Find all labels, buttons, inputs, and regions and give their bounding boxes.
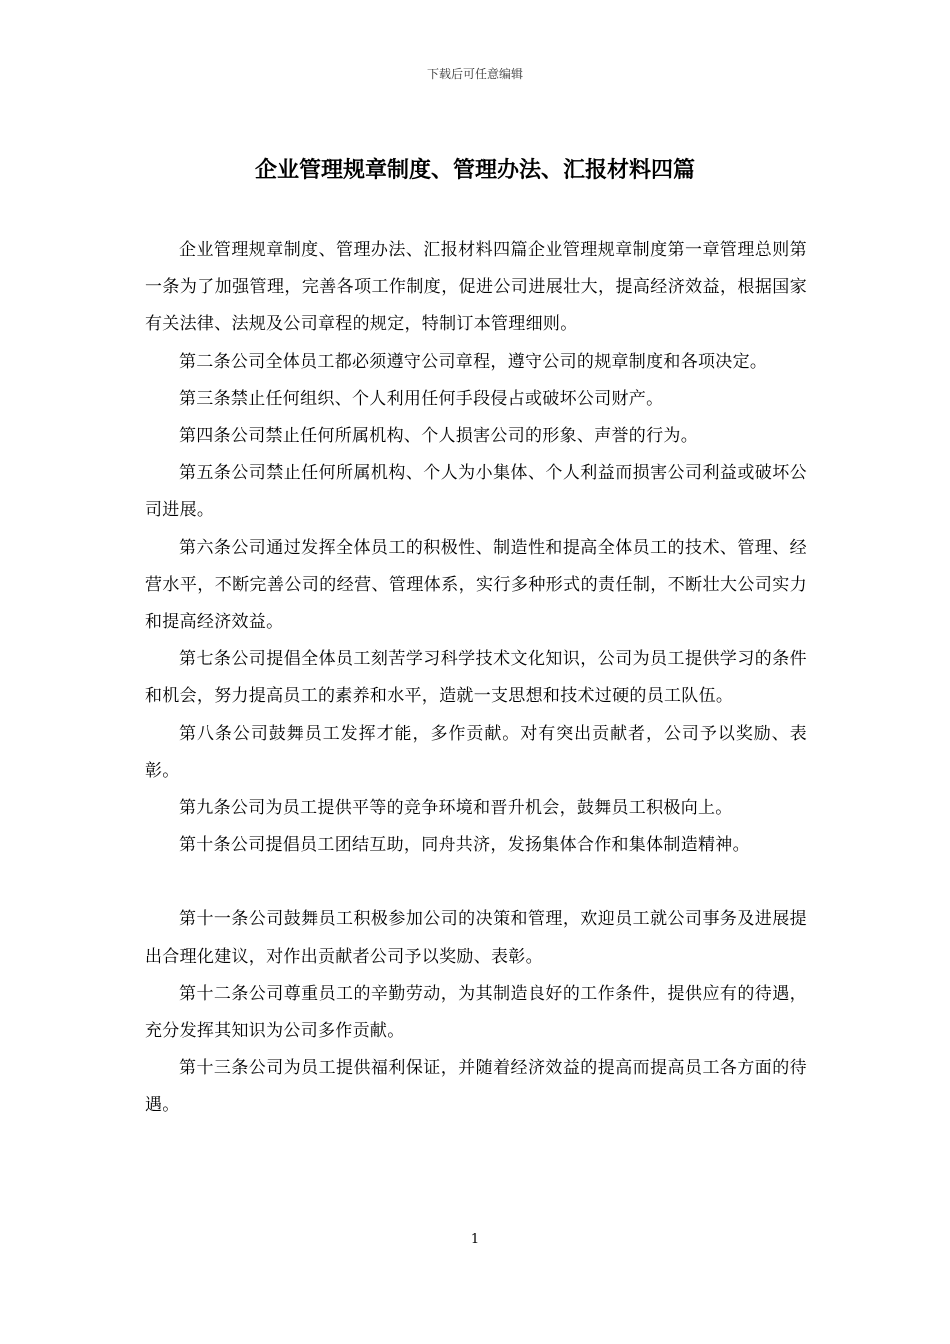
paragraph-4: 第四条公司禁止任何所属机构、个人损害公司的形象、声誉的行为。 [179,426,698,447]
paragraph-6: 第六条公司通过发挥全体员工的积极性、制造性和提高全体员工的技术、管理、经营水平，不断完善公司的经营、管理体系，实行多种形式的责任制，不断壮大公司实力和提高经济效益。 [145,537,807,633]
paragraph-11: 第十一条公司鼓舞员工积极参加公司的决策和管理，欢迎员工就公司事务及进展提出合理化建议，对作出贡献者公司予以奖励、表彰。 [145,909,807,967]
paragraph-1: 企业管理规章制度、管理办法、汇报材料四篇企业管理规章制度第一章管理总则第一条为了加强管理，完善各项工作制度，促进公司进展壮大，提高经济效益，根据国家有关法律、法规及公司章程的规定，特制订本管理细则。 [145,240,807,335]
document-title: 企业管理规章制度、管理办法、汇报材料四篇 [254,158,695,183]
paragraph-5: 第五条公司禁止任何所属机构、个人为小集体、个人利益而损害公司利益或破坏公司进展。 [145,463,807,521]
paragraph-3: 第三条禁止任何组织、个人利用任何手段侵占或破坏公司财产。 [179,388,664,409]
paragraph-9: 第九条公司为员工提供平等的竞争环境和晋升机会，鼓舞员工积极向上。 [179,798,733,819]
paragraph-10: 第十条公司提倡员工团结互助，同舟共济，发扬集体合作和集体制造精神。 [179,835,750,856]
header-note: 下载后可任意编辑 [426,67,523,81]
paragraph-spacer [145,864,807,901]
document-body [145,232,807,1125]
paragraph-12: 第十二条公司尊重员工的辛勤劳动，为其制造良好的工作条件，提供应有的待遇，充分发挥其知识为公司多作贡献。 [145,983,807,1042]
paragraph-7: 第七条公司提倡全体员工刻苦学习科学技术文化知识，公司为员工提供学习的条件和机会，努力提高员工的素养和水平，造就一支思想和技术过硬的员工队伍。 [145,649,807,707]
paragraph-2: 第二条公司全体员工都必须遵守公司章程，遵守公司的规章制度和各项决定。 [179,351,768,372]
paragraph-8: 第八条公司鼓舞员工发挥才能，多作贡献。对有突出贡献者，公司予以奖励、表彰。 [145,723,807,781]
paragraph-13: 第十三条公司为员工提供福利保证，并随着经济效益的提高而提高员工各方面的待遇。 [145,1058,807,1116]
page-number: 1 [470,1232,480,1247]
